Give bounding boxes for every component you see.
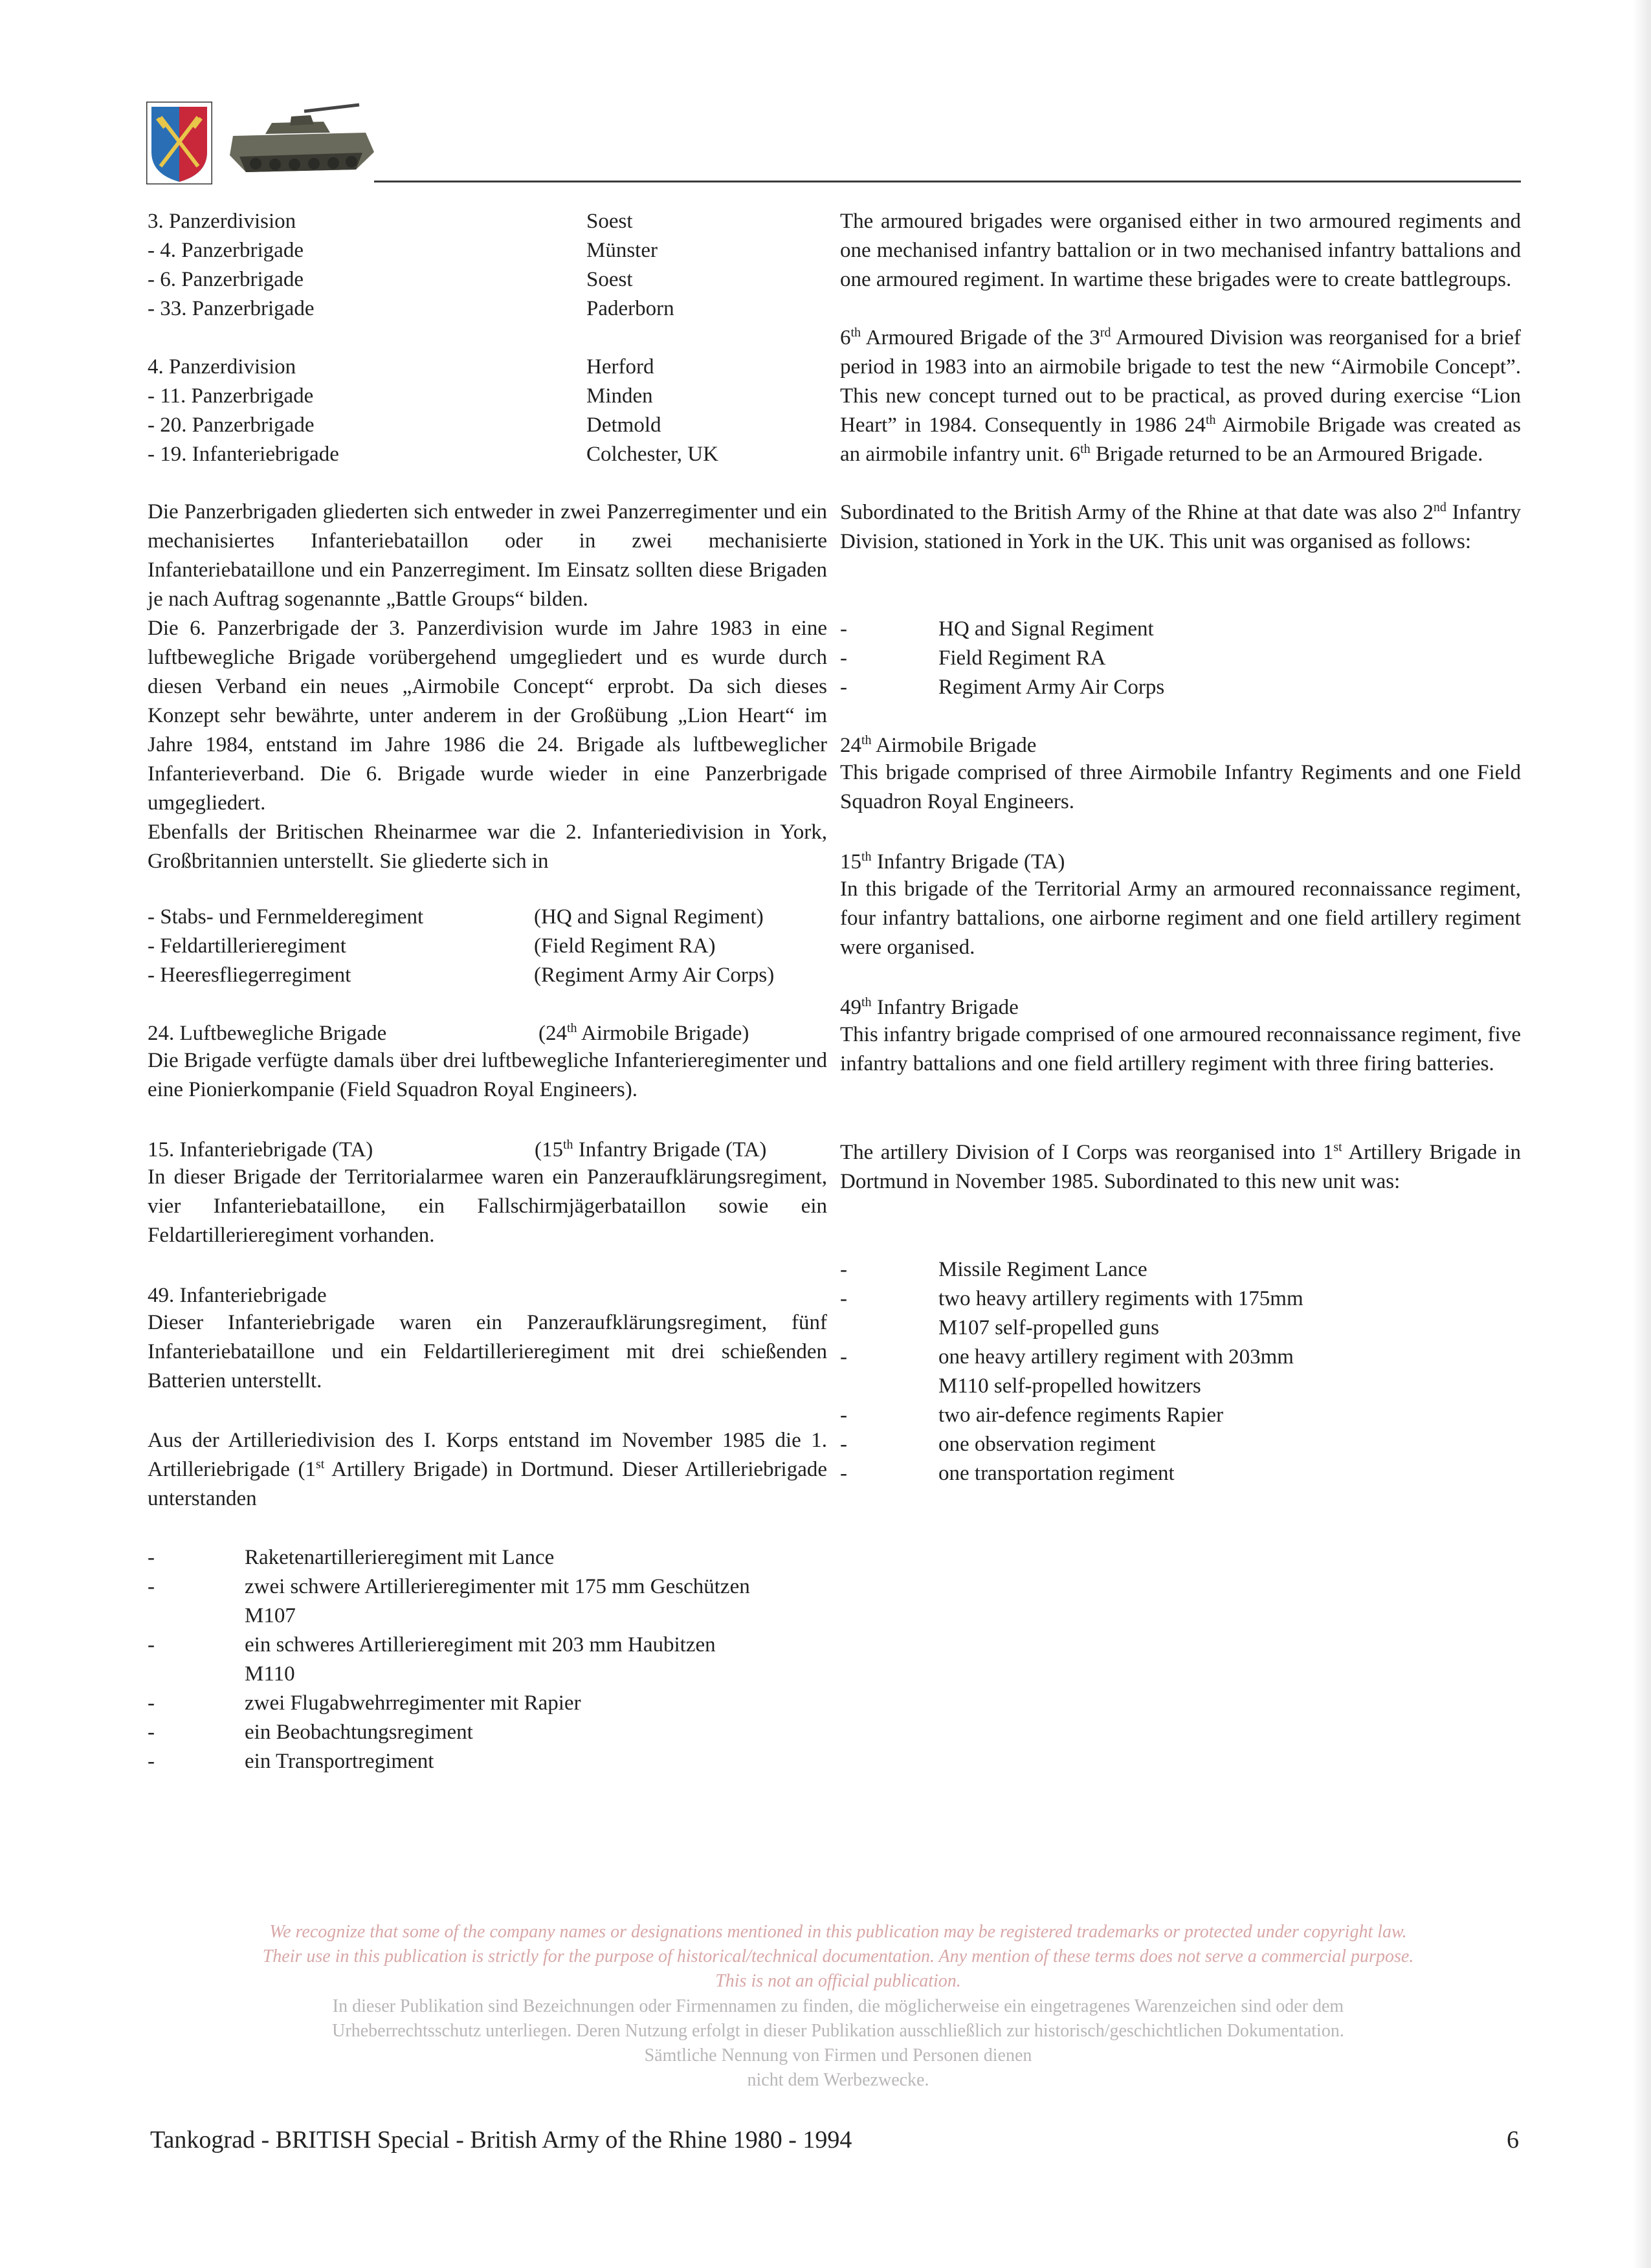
disclaimer-en-3: This is not an official publication.: [715, 1971, 961, 1991]
page-number: 6: [1507, 2126, 1519, 2153]
left-paragraph-airmobile: Die 6. Panzerbrigade der 3. Panzerdivision wurde im Jahre 1983 in eine luftbewegliche Brigade vorübergehend umgegliedert und es wurde durch diesen Verband ein neues „Airmobile Concept“ erprobt. Da sich dieses Konzept sehr bewährte, unter anderem in der Großübung „Lion Heart“ im Jahre 1984, entstand im Jahre 1986 die 24. Brigade als luftbeweglicher Infanterieverband. Die 6. Brigade wurde wieder in eine Panzerbrigade umgegliedert.: [148, 617, 827, 815]
div3-unit-1: 3. Panzerdivision: [148, 210, 296, 233]
division-shield-emblem: [146, 102, 212, 184]
right-paragraph-airmobile: 6th Armoured Brigade of the 3rd Armoured Division was reorganised for a brief period in 1983 into an airmobile brigade to test the new “Airmobile Concept”. This new concept turned out to be practical, as proved during exercise “Lion Heart” in 1984. Consequently in 1986 24th Airmobile Brigade was created as an airmobile infantry unit. 6th Brigade returned to be an Armoured Brigade.: [840, 325, 1522, 466]
div3-unit-4: - 33. Panzerbrigade: [148, 297, 315, 320]
artillery-paragraph-de: Aus der Artilleriedivision des I. Korps entstand im November 1985 die 1. Artilleriebrigade (1st Artillery Brigade) in Dortmund. Dieser Artilleriebrigade unterstanden: [148, 1429, 828, 1510]
b15-text-de: In dieser Brigade der Territorialarmee waren ein Panzeraufklärungsregiment, vier Infanteriebataillone, ein Fallschirmjägerbataillon sowie ein Feldartillerieregiment vorhanden.: [148, 1165, 827, 1247]
div2-dash-en-2: -: [840, 646, 847, 670]
div4-place-3: Detmold: [586, 413, 661, 437]
art-item-de-1: Raketenartillerieregiment mit Lance: [245, 1546, 555, 1569]
b15-text-en: In this brigade of the Territorial Army an armoured reconnaissance regiment, four infantry battalions, one airborne regiment and one field artillery regiment were organised.: [840, 877, 1521, 959]
art-item-de-2-cont: M107: [245, 1604, 296, 1627]
disclaimer-de-2: Urheberrechtsschutz unterliegen. Deren Nutzung erfolgt in dieser Publikation ausschließlich zur historisch/geschichtlichen Dokumentation.: [332, 2021, 1344, 2041]
b24-heading-de: 24. Luftbewegliche Brigade: [148, 1022, 387, 1045]
art-item-en-2-cont: M107 self-propelled guns: [938, 1316, 1159, 1339]
b24-heading-en: (24th Airmobile Brigade): [538, 1021, 749, 1045]
art-item-de-3: ein schweres Artillerieregiment mit 203 mm Haubitzen: [245, 1633, 716, 1657]
b15-heading-en-right: 15th Infantry Brigade (TA): [840, 850, 1065, 874]
art-dash-en-6: -: [840, 1462, 847, 1485]
art-item-en-3: one heavy artillery regiment with 203mm: [938, 1345, 1294, 1369]
div2-item-en-1: HQ and Signal Regiment: [938, 617, 1154, 641]
b49-text-de: Dieser Infanteriebrigade waren ein Panzeraufklärungsregiment, fünf Infanteriebataillone und ein Feldartillerieregiment mit drei schießenden Batterien unterstellt.: [148, 1311, 827, 1393]
disclaimer-de-1: In dieser Publikation sind Bezeichnungen oder Firmennamen zu finden, die möglicherweise ein eingetragenes Warenzeichen sind oder dem: [332, 1996, 1344, 2016]
disclaimer-de-4: nicht dem Werbezwecke.: [747, 2070, 929, 2090]
right-paragraph-2nd-division: Subordinated to the British Army of the Rhine at that date was also 2nd Infantry Division, stationed in York in the UK. This unit was organised as follows:: [840, 500, 1521, 553]
div2-dash-en-1: -: [840, 617, 847, 641]
div2-row-de-2: - Feldartillerieregiment: [148, 934, 346, 958]
div3-unit-2: - 4. Panzerbrigade: [148, 239, 304, 262]
scan-edge-shadow: [1633, 0, 1651, 2268]
shield-crossed-swords-icon: [146, 102, 212, 184]
b24-text-en: This brigade comprised of three Airmobile Infantry Regiments and one Field Squadron Royal Engineers.: [840, 761, 1521, 813]
art-item-en-3-cont: M110 self-propelled howitzers: [938, 1374, 1201, 1398]
art-item-de-4: zwei Flugabwehrregimenter mit Rapier: [245, 1691, 581, 1715]
header-rule: [374, 181, 1521, 182]
art-dash-de-1: -: [148, 1546, 155, 1569]
div4-place-1: Herford: [586, 355, 654, 379]
left-paragraph-2nd-division: Ebenfalls der Britischen Rheinarmee war die 2. Infanteriedivision in York, Großbritannien unterstellt. Sie gliederte sich in: [148, 820, 827, 873]
div4-unit-4: - 19. Infanteriebrigade: [148, 443, 339, 466]
artillery-paragraph-en: The artillery Division of I Corps was reorganised into 1st Artillery Brigade in Dortmund in November 1985. Subordinated to this new unit was:: [840, 1140, 1521, 1193]
tank-illustration: [227, 97, 375, 184]
div4-place-4: Colchester, UK: [586, 443, 718, 466]
art-dash-de-6: -: [148, 1750, 155, 1773]
right-paragraph-brigades: The armoured brigades were organised either in two armoured regiments and one mechanised infantry battalion or in two mechanised infantry battalions and one armoured regiment. In wartime these brigades were to create battlegroups.: [840, 210, 1521, 291]
div2-row-de-1: - Stabs- und Fernmelderegiment: [148, 905, 424, 929]
art-item-en-1: Missile Regiment Lance: [938, 1258, 1147, 1281]
disclaimer-de-3: Sämtliche Nennung von Firmen und Personen dienen: [644, 2045, 1032, 2065]
div2-row-en-1: (HQ and Signal Regiment): [534, 905, 764, 929]
art-dash-en-2: -: [840, 1287, 847, 1310]
art-item-en-5: one observation regiment: [938, 1433, 1156, 1456]
art-dash-en-1: -: [840, 1258, 847, 1281]
art-item-de-5: ein Beobachtungsregiment: [245, 1721, 473, 1744]
tank-icon: [227, 97, 375, 184]
art-item-en-4: two air-defence regiments Rapier: [938, 1404, 1224, 1427]
div3-place-4: Paderborn: [586, 297, 674, 320]
b24-text-de: Die Brigade verfügte damals über drei luftbewegliche Infanterieregimenter und eine Pionierkompanie (Field Squadron Royal Engineers).: [148, 1049, 827, 1101]
art-item-de-6: ein Transportregiment: [245, 1750, 434, 1773]
left-paragraph-brigades: Die Panzerbrigaden gliederten sich entweder in zwei Panzerregimenter und ein mechanisiertes Infanteriebataillon oder in zwei mechanisierte Infanteriebataillone und ein Panzerregiment. Im Einsatz sollten diese Brigaden je nach Auftrag sogenannte „Battle Groups“ bilden.: [148, 500, 827, 611]
div4-unit-3: - 20. Panzerbrigade: [148, 413, 315, 437]
b24-heading-en-right: 24th Airmobile Brigade: [840, 733, 1037, 757]
b49-heading-de: 49. Infanteriebrigade: [148, 1284, 327, 1307]
art-dash-en-5: -: [840, 1433, 847, 1456]
div2-dash-en-3: -: [840, 676, 847, 699]
div4-unit-2: - 11. Panzerbrigade: [148, 384, 314, 408]
b15-heading-de: 15. Infanteriebrigade (TA): [148, 1138, 373, 1162]
div3-unit-3: - 6. Panzerbrigade: [148, 268, 304, 291]
art-dash-de-3: -: [148, 1633, 155, 1657]
art-item-de-3-cont: M110: [245, 1662, 295, 1686]
div4-place-2: Minden: [586, 384, 653, 408]
div2-item-en-2: Field Regiment RA: [938, 646, 1106, 670]
art-dash-de-2: -: [148, 1575, 155, 1598]
div2-row-de-3: - Heeresfliegerregiment: [148, 963, 351, 987]
art-dash-de-5: -: [148, 1721, 155, 1744]
art-item-en-2: two heavy artillery regiments with 175mm: [938, 1287, 1303, 1310]
b49-text-en: This infantry brigade comprised of one armoured reconnaissance regiment, five infantry battalions and one field artillery regiment with three firing batteries.: [840, 1023, 1521, 1075]
disclaimer-en-1: We recognize that some of the company names or designations mentioned in this publication may be registered trademarks or protected under copyright law.: [269, 1922, 1407, 1942]
div2-row-en-2: (Field Regiment RA): [534, 934, 716, 958]
div3-place-2: Münster: [586, 239, 658, 262]
b15-heading-en: (15th Infantry Brigade (TA): [535, 1138, 767, 1162]
art-item-en-6: one transportation regiment: [938, 1462, 1175, 1485]
div3-place-3: Soest: [586, 268, 633, 291]
div3-place-1: Soest: [586, 210, 633, 233]
div2-item-en-3: Regiment Army Air Corps: [938, 676, 1165, 699]
art-item-de-2: zwei schwere Artillerieregimenter mit 175 mm Geschützen: [245, 1575, 750, 1598]
div2-row-en-3: (Regiment Army Air Corps): [534, 963, 775, 987]
disclaimer-en-2: Their use in this publication is strictly for the purpose of historical/technical documentation. Any mention of these terms does not serve a commercial purpose.: [262, 1946, 1414, 1966]
art-dash-en-4: -: [840, 1404, 847, 1427]
footer-publication-title: Tankograd - BRITISH Special - British Army of the Rhine 1980 - 1994: [150, 2126, 852, 2153]
div4-unit-1: 4. Panzerdivision: [148, 355, 296, 379]
art-dash-en-3: -: [840, 1345, 847, 1369]
b49-heading-en-right: 49th Infantry Brigade: [840, 995, 1019, 1019]
art-dash-de-4: -: [148, 1691, 155, 1715]
